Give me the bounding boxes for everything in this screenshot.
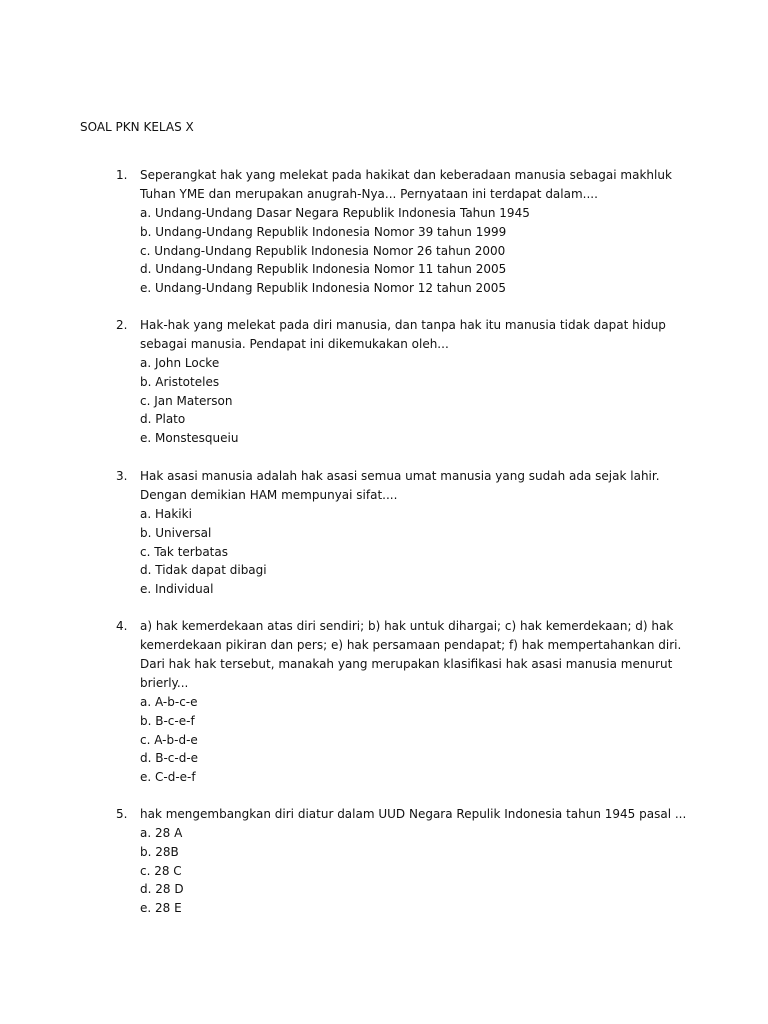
answer-option-c: c. 28 C <box>140 863 182 878</box>
answer-options <box>140 824 696 918</box>
question-number: 2. <box>116 318 128 332</box>
question-5 <box>116 805 696 918</box>
answer-option-e: e. Monstesqueiu <box>140 431 239 446</box>
answer-option-c: c. Tak terbatas <box>140 544 228 559</box>
answer-option-d: d. Plato <box>140 412 186 427</box>
answer-option-e: e. Undang-Undang Republik Indonesia Nomor 12 tahun 2005 <box>140 281 507 296</box>
question-3 <box>116 467 696 599</box>
question-number: 4. <box>116 619 128 633</box>
answer-options <box>140 505 696 599</box>
answer-options <box>140 693 696 787</box>
answer-option-d: d. Undang-Undang Republik Indonesia Nomor 11 tahun 2005 <box>140 262 507 277</box>
answer-option-d: d. B-c-d-e <box>140 751 199 766</box>
answer-options <box>140 354 696 448</box>
question-4 <box>116 617 696 787</box>
question-text: hak mengembangkan diri diatur dalam UUD Negara Repulik Indonesia tahun 1945 pasal ... <box>140 807 687 821</box>
answer-option-d: d. Tidak dapat dibagi <box>140 563 267 578</box>
answer-option-e: e. 28 E <box>140 901 182 916</box>
question-text: a) hak kemerdekaan atas diri sendiri; b) hak untuk dihargai; c) hak kemerdekaan; d) hak kemerdekaan pikiran dan pers; e) hak persamaan pendapat; f) hak mempertahankan diri. Dari hak hak tersebut, manakah yang merupakan klasifikasi hak asasi manusia menurut brierly... <box>140 619 682 690</box>
answer-option-c: c. Undang-Undang Republik Indonesia Nomor 26 tahun 2000 <box>140 243 506 258</box>
answer-options <box>140 204 696 298</box>
answer-option-b: b. Aristoteles <box>140 374 220 389</box>
answer-option-b: b. 28B <box>140 844 179 859</box>
question-text: Seperangkat hak yang melekat pada hakikat dan keberadaan manusia sebagai makhluk Tuhan YME dan merupakan anugrah-Nya... Pernyataan ini terdapat dalam.... <box>140 168 672 201</box>
answer-option-e: e. C-d-e-f <box>140 770 196 785</box>
answer-option-e: e. Individual <box>140 582 214 597</box>
question-text: Hak-hak yang melekat pada diri manusia, dan tanpa hak itu manusia tidak dapat hidup sebagai manusia. Pendapat ini dikemukakan oleh... <box>140 318 666 351</box>
answer-option-c: c. A-b-d-e <box>140 732 198 747</box>
answer-option-d: d. 28 D <box>140 882 184 897</box>
answer-option-a: a. 28 A <box>140 826 183 840</box>
document-title: SOAL PKN KELAS X <box>80 120 194 134</box>
question-2 <box>116 316 696 448</box>
answer-option-b: b. B-c-e-f <box>140 713 195 728</box>
answer-option-a: a. John Locke <box>140 356 220 370</box>
question-1 <box>116 166 696 298</box>
answer-option-a: a. Undang-Undang Dasar Negara Republik Indonesia Tahun 1945 <box>140 206 530 220</box>
question-text: Hak asasi manusia adalah hak asasi semua umat manusia yang sudah ada sejak lahir. Dengan demikian HAM mempunyai sifat.... <box>140 469 660 502</box>
answer-option-c: c. Jan Materson <box>140 393 233 408</box>
answer-option-a: a. A-b-c-e <box>140 695 198 709</box>
question-number: 1. <box>116 168 128 182</box>
answer-option-b: b. Universal <box>140 525 212 540</box>
answer-option-a: a. Hakiki <box>140 507 192 521</box>
question-number: 5. <box>116 807 128 821</box>
question-number: 3. <box>116 469 128 483</box>
answer-option-b: b. Undang-Undang Republik Indonesia Nomor 39 tahun 1999 <box>140 224 507 239</box>
